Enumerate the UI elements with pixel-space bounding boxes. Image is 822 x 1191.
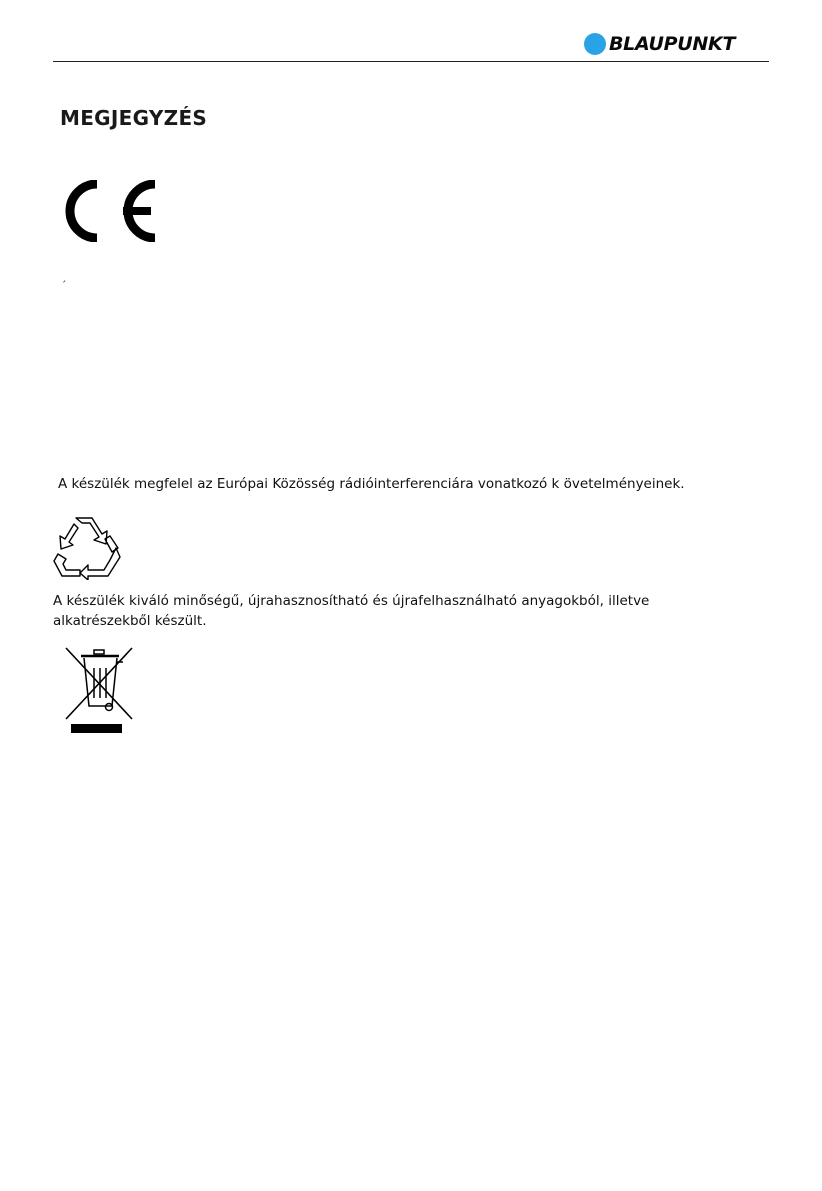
brand-dot-icon — [584, 33, 606, 55]
materials-text-line-2: alkatrészekből készült. — [53, 613, 207, 629]
brand-logo — [584, 32, 735, 56]
recycle-icon — [52, 514, 124, 580]
header-divider — [53, 61, 769, 62]
stray-mark: ˊ — [61, 279, 67, 292]
compliance-text: A készülék megfelel az Európai Közösség rádióinterferenciára vonatkozó k övetelményeinek. — [58, 476, 685, 492]
materials-text-line-1: A készülék kiváló minőségű, újrahasznosítható és újrafelhasználható anyagokból, illetve — [53, 593, 650, 609]
materials-text — [53, 591, 753, 631]
brand-name: BLAUPUNKT — [609, 33, 736, 55]
ce-mark-icon — [63, 180, 159, 242]
page-title: MEGJEGYZÉS — [60, 106, 208, 130]
crossed-out-bin-icon — [63, 644, 135, 734]
